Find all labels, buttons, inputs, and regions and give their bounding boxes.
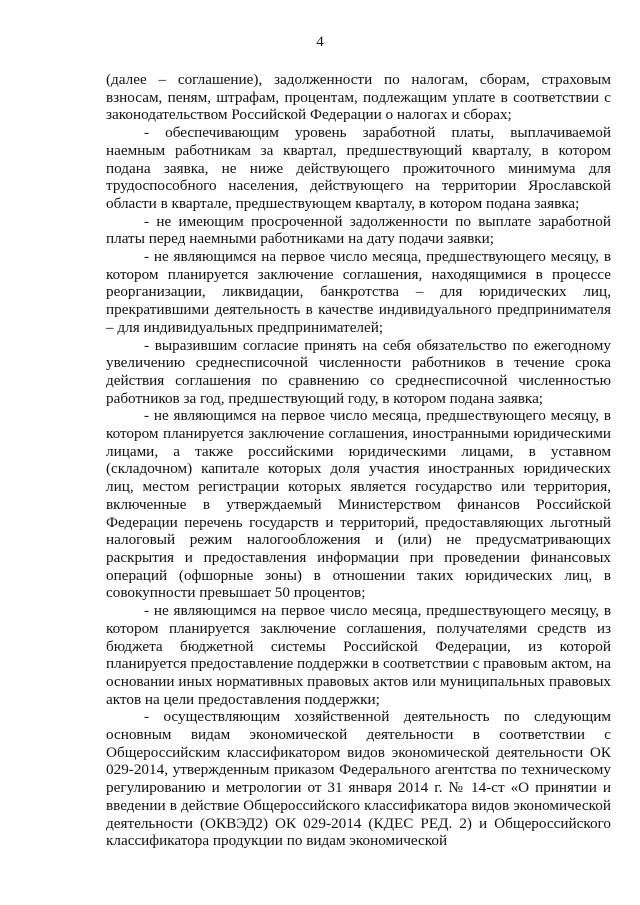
paragraph-not-budget-recipient: - не являющимся на первое число месяца, предшествующего месяцу, в котором планируется заключение соглашения, получателями средств из бюджета бюджетной системы Российской Федерации, из которой планируется предоставление поддержки в соответствии с правовым актом, на основании иных нормативных правовых актов или муниципальных правовых актов на цели предоставления поддержки; <box>106 602 611 708</box>
paragraph-headcount-obligation: - выразившим согласие принять на себя обязательство по ежегодному увеличению среднесписочной численности работников в течение срока действия соглашения по сравнению со среднесписочной численностью работников за год, предшествующий году, в котором подана заявка; <box>106 336 611 407</box>
paragraph-continuation: (далее – соглашение), задолженности по налогам, сборам, страховым взносам, пеням, штрафам, процентам, подлежащим уплате в соответствии с законодательством Российской Федерации о налогах и сборах; <box>106 71 611 124</box>
paragraph-economic-activity: - осуществляющим хозяйственной деятельность по следующим основным видам экономической деятельности в соответствии с Общероссийским классификатором видов экономической деятельности ОК 029-2014, утвержденным приказом Федерального агентства по техническому регулированию и метрологии от 31 января 2014 г. № 14-ст «О принятии и введении в действие Общероссийского классификатора видов экономической деятельности (ОКВЭД2) ОК 029-2014 (КДЕС РЕД. 2) и Общероссийского классификатора продукции по видам экономической <box>106 708 611 850</box>
page-number: 4 <box>316 34 324 50</box>
paragraph-wage-level: - обеспечивающим уровень заработной платы, выплачиваемой наемным работникам за квартал, предшествующий кварталу, в котором подана заявка, не ниже действующего прожиточного минимума для трудоспособного населения, действующего на территории Ярославской области в квартале, предшествующем кварталу, в котором подана заявка; <box>106 124 611 212</box>
paragraph-no-wage-arrears: - не имеющим просроченной задолженности по выплате заработной платы перед наемными работниками на дату подачи заявки; <box>106 212 611 248</box>
document-body <box>106 71 611 850</box>
paragraph-not-in-reorganization: - не являющимся на первое число месяца, предшествующего месяцу, в котором планируется заключение соглашения, находящимися в процессе реорганизации, ликвидации, банкротства – для юридических лиц, прекратившими деятельность в качестве индивидуального предпринимателя – для индивидуальных предпринимателей; <box>106 248 611 336</box>
paragraph-not-foreign-entity: - не являющимся на первое число месяца, предшествующего месяцу, в котором планируется заключение соглашения, иностранными юридическими лицами, а также российскими юридическими лицами, в уставном (складочном) капитале которых доля участия иностранных юридических лиц, местом регистрации которых является государство или территория, включенные в утверждаемый Министерством финансов Российской Федерации перечень государств и территорий, предоставляющих льготный налоговый режим налогообложения и (или) не предусматривающих раскрытия и предоставления информации при проведении финансовых операций (офшорные зоны) в отношении таких юридических лиц, в совокупности превышает 50 процентов; <box>106 407 611 602</box>
